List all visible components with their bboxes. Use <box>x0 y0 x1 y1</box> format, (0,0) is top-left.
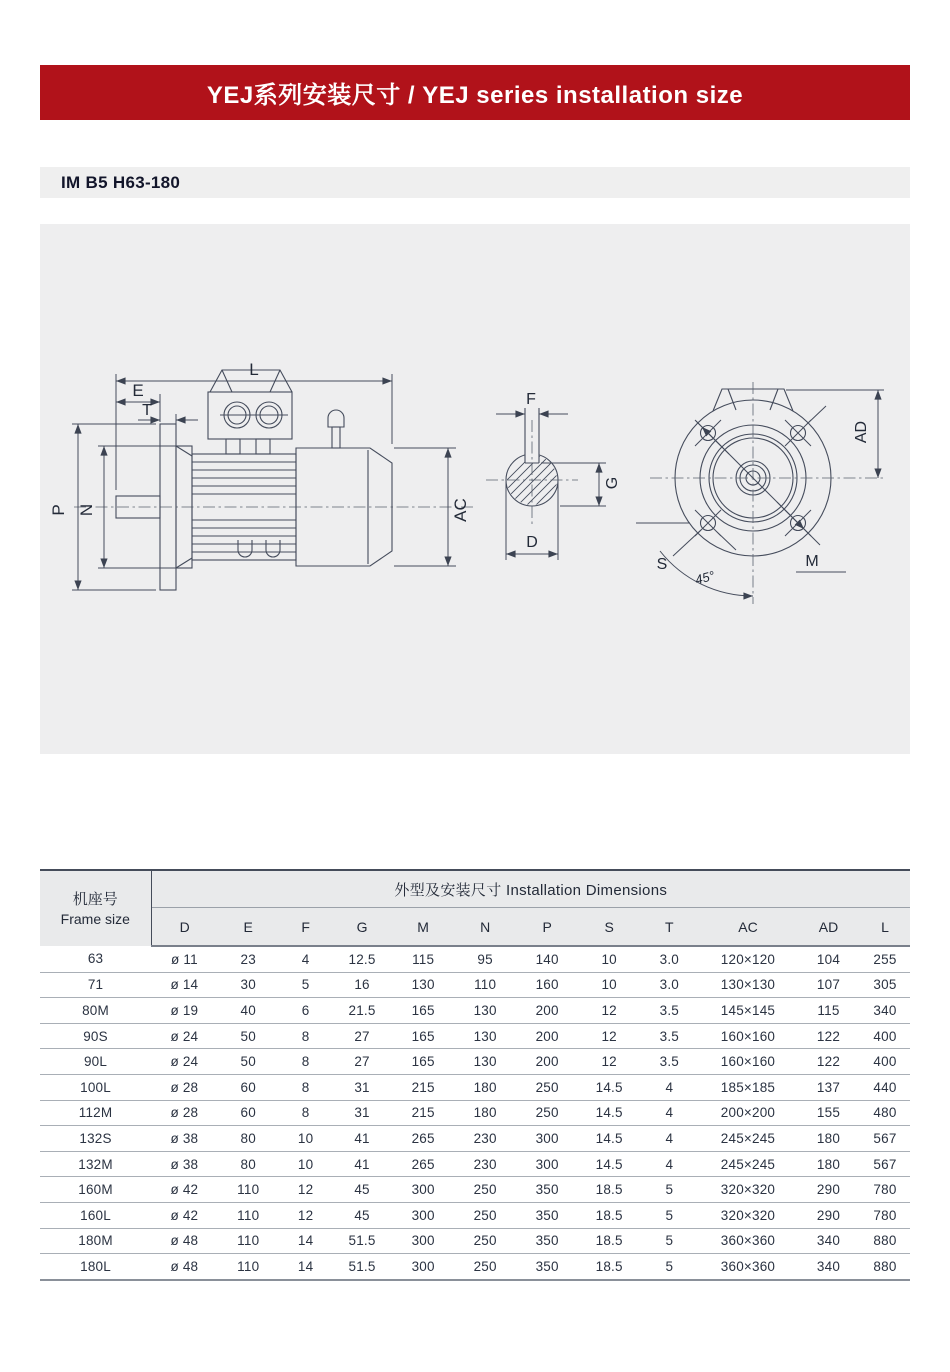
dimension-cell: 4 <box>640 1074 699 1100</box>
dimension-cell: ø 38 <box>151 1126 218 1152</box>
dimension-cell: 8 <box>279 1023 333 1049</box>
dimension-cell: 245×245 <box>699 1151 797 1177</box>
dimension-cell: 180 <box>797 1126 860 1152</box>
dimension-cell: 110 <box>218 1177 279 1203</box>
table-row <box>40 1074 910 1100</box>
dimension-cell: 107 <box>797 972 860 998</box>
dimension-cell: 200 <box>516 1023 579 1049</box>
dimension-cell: 130 <box>455 998 516 1024</box>
frame-size-cell: 160L <box>40 1202 151 1228</box>
title-banner <box>40 65 910 120</box>
column-header-N: N <box>455 908 516 947</box>
frame-size-cell: 71 <box>40 972 151 998</box>
dimension-cell: 122 <box>797 1049 860 1075</box>
dimension-cell: 137 <box>797 1074 860 1100</box>
dimension-cell: 255 <box>860 946 910 972</box>
dimension-cell: 51.5 <box>332 1254 391 1280</box>
page <box>40 65 910 1281</box>
dimension-cell: 160 <box>516 972 579 998</box>
dimension-cell: ø 28 <box>151 1074 218 1100</box>
dimension-cell: 3.5 <box>640 1023 699 1049</box>
dim-label-G: G <box>604 476 621 490</box>
column-header-P: P <box>516 908 579 947</box>
dimension-cell: 250 <box>516 1100 579 1126</box>
dimension-cell: ø 28 <box>151 1100 218 1126</box>
column-header-L: L <box>860 908 910 947</box>
frame-size-cell: 132S <box>40 1126 151 1152</box>
drawing-panel <box>40 224 910 754</box>
dimension-cell: 300 <box>392 1202 455 1228</box>
frame-size-header-en: Frame size <box>60 910 130 927</box>
dimension-cell: 4 <box>640 1151 699 1177</box>
dimension-cell: 14 <box>279 1228 333 1254</box>
dimension-cell: 10 <box>279 1126 333 1152</box>
dimension-cell: 200×200 <box>699 1100 797 1126</box>
dimension-cell: 880 <box>860 1228 910 1254</box>
dimension-cell: 5 <box>640 1228 699 1254</box>
dimension-cell: 130 <box>455 1023 516 1049</box>
dimension-cell: 230 <box>455 1151 516 1177</box>
dimension-cell: 3.5 <box>640 1049 699 1075</box>
frame-size-cell: 80M <box>40 998 151 1024</box>
dimension-cell: 50 <box>218 1023 279 1049</box>
dimension-cell: 41 <box>332 1151 391 1177</box>
dimension-cell: 300 <box>392 1254 455 1280</box>
dimension-cell: 12 <box>279 1177 333 1203</box>
dimension-cell: 110 <box>218 1228 279 1254</box>
dimension-cell: 340 <box>860 998 910 1024</box>
shaft-section-view <box>467 391 621 560</box>
dimension-cell: 245×245 <box>699 1126 797 1152</box>
dimension-cell: 350 <box>516 1228 579 1254</box>
dimension-cell: 14.5 <box>579 1126 640 1152</box>
dimension-cell: 10 <box>279 1151 333 1177</box>
table-row <box>40 1100 910 1126</box>
dimension-cell: 250 <box>455 1177 516 1203</box>
column-header-row <box>40 908 910 947</box>
dimension-cell: ø 19 <box>151 998 218 1024</box>
dim-label-N: N <box>77 503 96 517</box>
dimension-cell: 200 <box>516 998 579 1024</box>
dimension-cell: 165 <box>392 1023 455 1049</box>
dimension-cell: 290 <box>797 1177 860 1203</box>
dimension-cell: 10 <box>579 972 640 998</box>
dimension-cell: 12 <box>579 998 640 1024</box>
dimension-cell: 18.5 <box>579 1202 640 1228</box>
dimension-cell: 160×160 <box>699 1049 797 1075</box>
dimension-cell: ø 24 <box>151 1023 218 1049</box>
table-row <box>40 1177 910 1203</box>
dimension-cell: 60 <box>218 1100 279 1126</box>
frame-size-cell: 180M <box>40 1228 151 1254</box>
dimension-cell: 115 <box>392 946 455 972</box>
table-row <box>40 1126 910 1152</box>
dimension-cell: 215 <box>392 1100 455 1126</box>
dimension-cell: 250 <box>455 1254 516 1280</box>
dimension-cell: 8 <box>279 1074 333 1100</box>
table-row <box>40 972 910 998</box>
column-header-G: G <box>332 908 391 947</box>
dimension-cell: 14.5 <box>579 1151 640 1177</box>
dim-label-angle: 45° <box>693 567 717 588</box>
group-header: 外型及安装尺寸 Installation Dimensions <box>151 870 910 908</box>
dimension-cell: 5 <box>640 1177 699 1203</box>
dim-label-D: D <box>526 534 538 551</box>
table-row <box>40 1228 910 1254</box>
dim-label-L: L <box>249 360 259 379</box>
dimension-cell: 14 <box>279 1254 333 1280</box>
dimension-cell: 27 <box>332 1049 391 1075</box>
dimensions-table <box>40 869 910 1281</box>
dimension-cell: 6 <box>279 998 333 1024</box>
dimension-cell: ø 48 <box>151 1228 218 1254</box>
dimension-cell: 215 <box>392 1074 455 1100</box>
dimension-cell: ø 42 <box>151 1177 218 1203</box>
dimension-cell: 51.5 <box>332 1228 391 1254</box>
dimension-cell: 350 <box>516 1202 579 1228</box>
dimension-cell: 780 <box>860 1202 910 1228</box>
column-header-S: S <box>579 908 640 947</box>
dim-label-P: P <box>49 504 68 516</box>
dimension-cell: 340 <box>797 1228 860 1254</box>
dimension-cell: 95 <box>455 946 516 972</box>
dimension-cell: 290 <box>797 1202 860 1228</box>
dimension-cell: 145×145 <box>699 998 797 1024</box>
table-row <box>40 1049 910 1075</box>
dimension-cell: 45 <box>332 1177 391 1203</box>
dimension-cell: 18.5 <box>579 1177 640 1203</box>
dimension-cell: 567 <box>860 1126 910 1152</box>
dimension-cell: 130 <box>392 972 455 998</box>
dimension-cell: 23 <box>218 946 279 972</box>
dimension-cell: 440 <box>860 1074 910 1100</box>
dimension-cell: 250 <box>455 1228 516 1254</box>
table-body <box>40 946 910 1280</box>
dimension-cell: 12 <box>579 1023 640 1049</box>
motor-side-view <box>49 360 476 590</box>
dimension-cell: 60 <box>218 1074 279 1100</box>
dimension-cell: 8 <box>279 1100 333 1126</box>
dimension-cell: 320×320 <box>699 1202 797 1228</box>
dimension-cell: ø 24 <box>151 1049 218 1075</box>
frame-size-cell: 160M <box>40 1177 151 1203</box>
dimension-cell: 130 <box>455 1049 516 1075</box>
table-row <box>40 946 910 972</box>
dimension-cell: 200 <box>516 1049 579 1075</box>
dimension-cell: ø 14 <box>151 972 218 998</box>
dimension-cell: 305 <box>860 972 910 998</box>
dimension-cell: 160×160 <box>699 1023 797 1049</box>
dimension-cell: 3.0 <box>640 946 699 972</box>
dimension-cell: 350 <box>516 1254 579 1280</box>
dimension-cell: 5 <box>279 972 333 998</box>
frame-size-cell: 180L <box>40 1254 151 1280</box>
dimension-cell: 185×185 <box>699 1074 797 1100</box>
dimension-cell: 400 <box>860 1023 910 1049</box>
dimension-cell: ø 48 <box>151 1254 218 1280</box>
group-header-row <box>40 870 910 908</box>
dim-label-T: T <box>142 402 152 419</box>
dimension-cell: ø 38 <box>151 1151 218 1177</box>
column-header-D: D <box>151 908 218 947</box>
dimension-cell: 3.0 <box>640 972 699 998</box>
table-row <box>40 1151 910 1177</box>
dimension-cell: 12 <box>579 1049 640 1075</box>
dimension-cell: 300 <box>392 1228 455 1254</box>
dimension-cell: 140 <box>516 946 579 972</box>
dimension-cell: 300 <box>516 1151 579 1177</box>
frame-size-header <box>40 870 151 946</box>
dimension-cell: 480 <box>860 1100 910 1126</box>
dimension-cell: ø 42 <box>151 1202 218 1228</box>
dimension-cell: 104 <box>797 946 860 972</box>
dimension-cell: 360×360 <box>699 1254 797 1280</box>
dimension-cell: 27 <box>332 1023 391 1049</box>
dim-label-AC: AC <box>451 498 470 522</box>
dimension-cell: 400 <box>860 1049 910 1075</box>
dimension-cell: 31 <box>332 1074 391 1100</box>
dimension-cell: 180 <box>455 1100 516 1126</box>
column-header-M: M <box>392 908 455 947</box>
dimension-cell: 16 <box>332 972 391 998</box>
dimension-cell: 180 <box>797 1151 860 1177</box>
frame-size-cell: 112M <box>40 1100 151 1126</box>
dimension-cell: 4 <box>640 1100 699 1126</box>
dimension-cell: 250 <box>455 1202 516 1228</box>
dim-label-E: E <box>132 381 144 400</box>
dimension-cell: 8 <box>279 1049 333 1075</box>
dimension-cell: 180 <box>455 1074 516 1100</box>
frame-size-cell: 132M <box>40 1151 151 1177</box>
dimension-cell: 300 <box>516 1126 579 1152</box>
table-row <box>40 1023 910 1049</box>
dimension-cell: 12.5 <box>332 946 391 972</box>
column-header-F: F <box>279 908 333 947</box>
dimension-cell: 360×360 <box>699 1228 797 1254</box>
dimension-cell: 18.5 <box>579 1228 640 1254</box>
dimension-cell: 31 <box>332 1100 391 1126</box>
column-header-AC: AC <box>699 908 797 947</box>
dimension-cell: 122 <box>797 1023 860 1049</box>
dimension-cell: 14.5 <box>579 1100 640 1126</box>
frame-size-cell: 90S <box>40 1023 151 1049</box>
technical-drawing <box>40 224 910 754</box>
dimension-cell: 780 <box>860 1177 910 1203</box>
dimension-cell: 155 <box>797 1100 860 1126</box>
dimension-cell: 250 <box>516 1074 579 1100</box>
dimension-cell: 5 <box>640 1254 699 1280</box>
dimension-cell: 350 <box>516 1177 579 1203</box>
dimension-cell: 4 <box>640 1126 699 1152</box>
dimension-cell: 110 <box>218 1254 279 1280</box>
dimension-cell: 567 <box>860 1151 910 1177</box>
dim-label-F: F <box>526 391 536 408</box>
dimension-cell: 3.5 <box>640 998 699 1024</box>
dim-label-S: S <box>656 556 668 573</box>
dimension-cell: 265 <box>392 1126 455 1152</box>
frame-size-cell: 100L <box>40 1074 151 1100</box>
dimension-cell: 165 <box>392 998 455 1024</box>
mounting-code: IM B5 H63-180 <box>61 172 181 192</box>
table-row <box>40 998 910 1024</box>
dimension-cell: 4 <box>279 946 333 972</box>
dimension-cell: 18.5 <box>579 1254 640 1280</box>
flange-front-view <box>636 382 886 604</box>
dimension-cell: 130×130 <box>699 972 797 998</box>
dimension-cell: 40 <box>218 998 279 1024</box>
dimension-cell: 5 <box>640 1202 699 1228</box>
dimension-cell: 320×320 <box>699 1177 797 1203</box>
dimension-cell: 12 <box>279 1202 333 1228</box>
dimension-cell: 165 <box>392 1049 455 1075</box>
dimension-cell: 21.5 <box>332 998 391 1024</box>
column-header-AD: AD <box>797 908 860 947</box>
dimension-cell: 120×120 <box>699 946 797 972</box>
page-title: YEJ系列安装尺寸 / YEJ series installation size <box>206 82 744 109</box>
dimension-cell: 80 <box>218 1151 279 1177</box>
dimension-cell: 45 <box>332 1202 391 1228</box>
column-header-E: E <box>218 908 279 947</box>
frame-size-cell: 63 <box>40 946 151 972</box>
dimension-cell: 14.5 <box>579 1074 640 1100</box>
dimension-cell: 110 <box>455 972 516 998</box>
dim-label-AD: AD <box>853 420 870 444</box>
dimension-cell: 50 <box>218 1049 279 1075</box>
dimension-cell: 80 <box>218 1126 279 1152</box>
dimension-cell: 230 <box>455 1126 516 1152</box>
dimension-cell: 10 <box>579 946 640 972</box>
dimension-cell: ø 11 <box>151 946 218 972</box>
column-header-T: T <box>640 908 699 947</box>
dimension-cell: 41 <box>332 1126 391 1152</box>
dimension-cell: 880 <box>860 1254 910 1280</box>
table-row <box>40 1254 910 1280</box>
dimension-cell: 110 <box>218 1202 279 1228</box>
frame-size-cell: 90L <box>40 1049 151 1075</box>
dimension-cell: 265 <box>392 1151 455 1177</box>
dim-label-M: M <box>805 553 819 570</box>
section-label-bar <box>40 167 910 198</box>
frame-size-header-zh: 机座号 <box>72 890 118 908</box>
dimension-cell: 340 <box>797 1254 860 1280</box>
dimension-cell: 300 <box>392 1177 455 1203</box>
dimension-cell: 30 <box>218 972 279 998</box>
dimension-cell: 115 <box>797 998 860 1024</box>
table-row <box>40 1202 910 1228</box>
